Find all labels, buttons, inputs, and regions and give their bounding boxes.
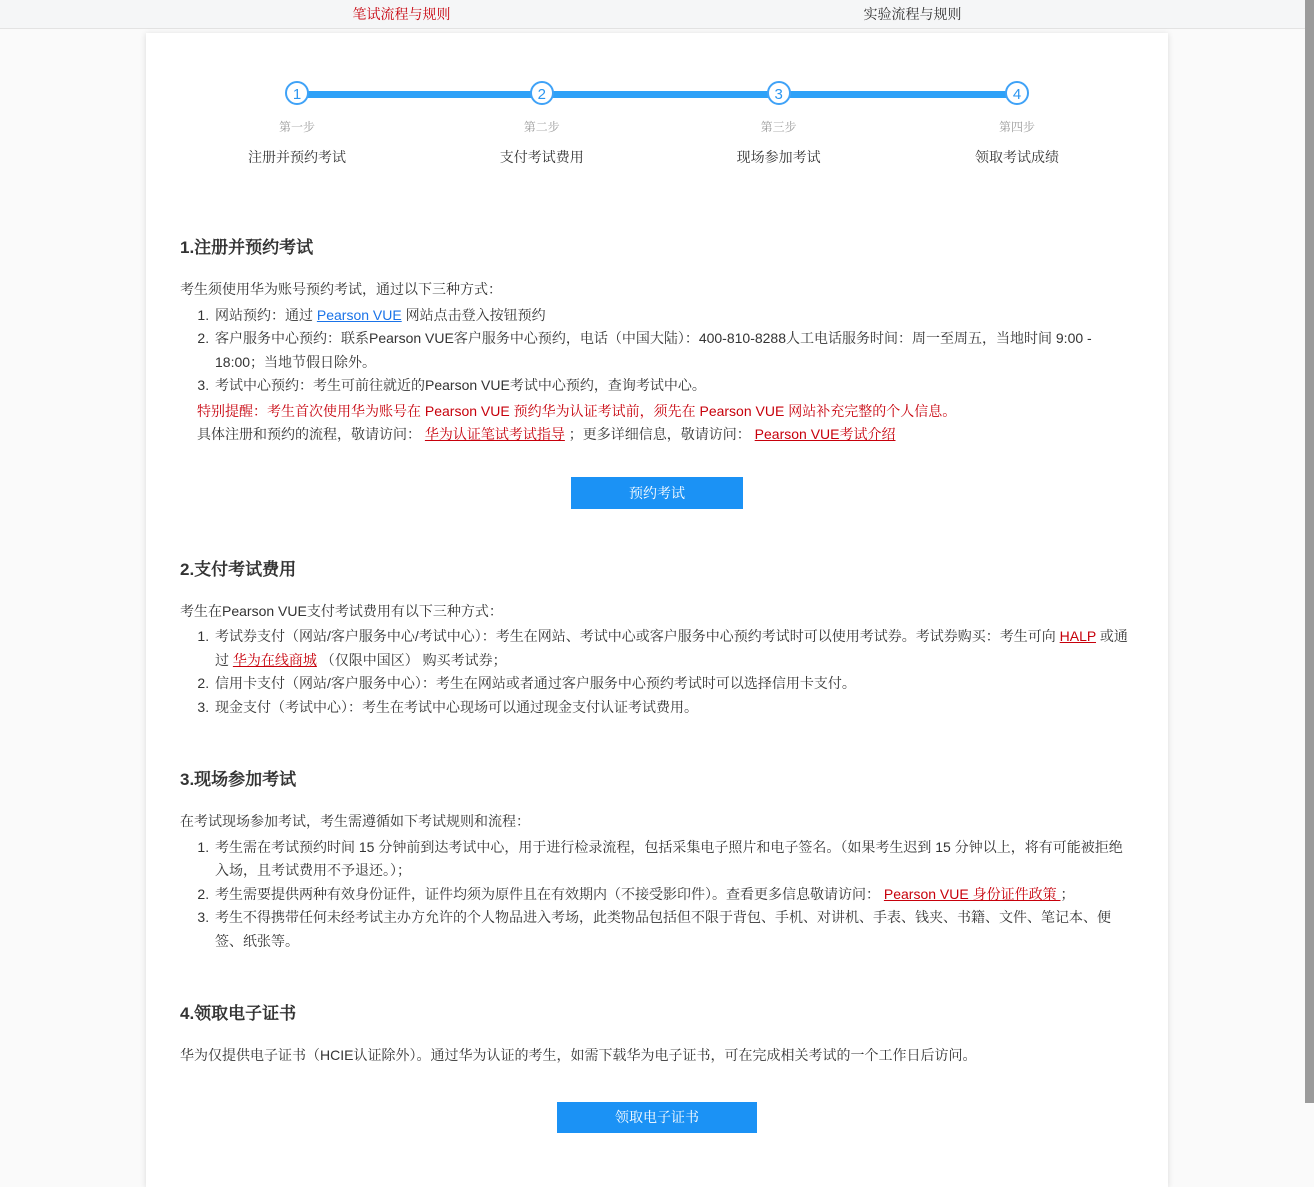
- step-1-circle: 1: [285, 81, 309, 105]
- section2-heading: 2.支付考试费用: [180, 559, 297, 579]
- section1-list: [180, 304, 1134, 398]
- section1-item1-text: 网站预约：通过: [215, 306, 317, 323]
- step-4-circle: 4: [1005, 81, 1029, 105]
- section1-heading: 1.注册并预约考试: [180, 238, 314, 257]
- section4-body: 华为仅提供电子证书（HCIE认证除外）。通过华为认证的考生，如需下载华为电子证书，可在完成相关考试的一个工作日后访问。: [180, 1047, 977, 1064]
- id-policy-link[interactable]: Pearson VUE 身份证件政策: [883, 885, 1061, 902]
- step-2-circle: 2: [530, 81, 554, 105]
- exam-process-stepper: [248, 81, 1059, 203]
- section1-item-test-center-booking: 3. 考试中心预约：考生可前往就近的Pearson VUE考试中心预约，查询考试中心。: [213, 374, 1134, 398]
- book-exam-button[interactable]: 预约考试: [571, 477, 743, 509]
- section3-item-prohibited-items: 3. 考生不得携带任何未经考试主办方允许的个人物品进入考场，此类物品包括但不限于背包、手机、对讲机、手表、钱夹、书籍、文件、笔记本、便签、纸张等。: [213, 906, 1134, 953]
- tab-written-exam-rules[interactable]: 笔试流程与规则: [352, 6, 451, 22]
- section1-intro: 考生须使用华为账号预约考试，通过以下三种方式：: [180, 281, 502, 297]
- stepper-step-3: [694, 81, 864, 167]
- scrollbar[interactable]: [1305, 0, 1314, 1103]
- section3-item2-text-after: ；: [1060, 885, 1075, 902]
- guide-text: 具体注册和预约的流程，敬请访问：: [197, 426, 425, 443]
- special-reminder-text: 特别提醒：考生首次使用华为账号在 Pearson VUE 预约华为认证考试前，须先在 Pearson VUE 网站补充完整的个人信息。: [197, 402, 957, 419]
- section3-item2-text: 考生需要提供两种有效身份证件，证件均须为原件且在有效期内（不接受影印件）。查看更多信息敬请访问：: [215, 885, 884, 902]
- tabbar-inner: [146, 0, 1168, 28]
- section3-heading: 3.现场参加考试: [180, 770, 297, 790]
- step-4-label: 第四步: [998, 120, 1035, 134]
- get-ecertificate-button[interactable]: 领取电子证书: [557, 1102, 757, 1133]
- registration-guide-line: [197, 423, 1134, 447]
- pearson-vue-exam-intro-link[interactable]: Pearson VUE考试介绍: [754, 426, 896, 443]
- guide-text-mid: ；更多详细信息，敬请访问：: [564, 426, 755, 443]
- section3-item-id-requirement: [213, 883, 1134, 907]
- section2-list: [180, 625, 1134, 719]
- pearson-vue-link[interactable]: Pearson VUE: [316, 306, 402, 323]
- step-2-title: 支付考试费用: [499, 149, 584, 165]
- section2-item1-text-mid: 或通过: [215, 628, 1128, 668]
- halp-link[interactable]: HALP: [1059, 628, 1096, 645]
- step-2-label: 第二步: [523, 120, 560, 134]
- written-exam-guide-link[interactable]: 华为认证笔试考试指导: [424, 426, 565, 443]
- stepper-step-2: [457, 81, 627, 167]
- section2-item-voucher-payment: [213, 625, 1134, 672]
- main-card: [146, 33, 1168, 1187]
- section2-item1-text: 考试券支付（网站/客户服务中心/考试中心）：考生在网站、考试中心或客户服务中心预约考试时可以使用考试券。考试券购买：考生可向: [215, 628, 1060, 645]
- tab-lab-exam-rules[interactable]: 实验流程与规则: [863, 6, 962, 22]
- section4-heading: 4.领取电子证书: [180, 1004, 297, 1024]
- step-1-title: 注册并预约考试: [248, 149, 346, 165]
- step-3-title: 现场参加考试: [736, 149, 821, 165]
- section1-item-website-booking: [213, 304, 1134, 328]
- step-3-label: 第三步: [760, 120, 797, 134]
- top-tabbar: [0, 0, 1314, 29]
- section2-item-credit-card-payment: 2. 信用卡支付（网站/客户服务中心）：考生在网站或者通过客户服务中心预约考试时可以选择信用卡支付。: [213, 672, 1134, 696]
- section3-item-arrival-time: 1. 考生需在考试预约时间 15 分钟前到达考试中心，用于进行检录流程，包括采集电子照片和电子签名。（如果考生迟到 15 分钟以上，将有可能被拒绝入场，且考试费用不予退还。）；: [213, 836, 1134, 883]
- section2-item-cash-payment: 3. 现金支付（考试中心）：考生在考试中心现场可以通过现金支付认证考试费用。: [213, 696, 1134, 720]
- stepper-step-1: [212, 81, 382, 167]
- section2-intro: 考生在Pearson VUE支付考试费用有以下三种方式：: [180, 602, 503, 619]
- section1-item-customer-service-booking: 2. 客户服务中心预约：联系Pearson VUE客户服务中心预约，电话（中国大陆）：400-810-8288人工电话服务时间：周一至周五，当地时间 9:00 - 18:00；当地节假日除外。: [213, 327, 1134, 374]
- section3-list: [180, 836, 1134, 954]
- stepper-step-4: [932, 81, 1102, 167]
- step-3-circle: 3: [767, 81, 791, 105]
- step-4-title: 领取考试成绩: [975, 149, 1059, 165]
- huawei-online-mall-link[interactable]: 华为在线商城: [232, 651, 317, 668]
- section2-item1-text-after: （仅限中国区） 购买考试券；: [316, 651, 507, 668]
- section3-intro: 在考试现场参加考试，考生需遵循如下考试规则和流程：: [180, 813, 530, 830]
- step-1-label: 第一步: [278, 120, 315, 134]
- stepper-connector-line: [299, 91, 1015, 98]
- section1-item1-text-after: 网站点击登入按钮预约: [401, 306, 546, 323]
